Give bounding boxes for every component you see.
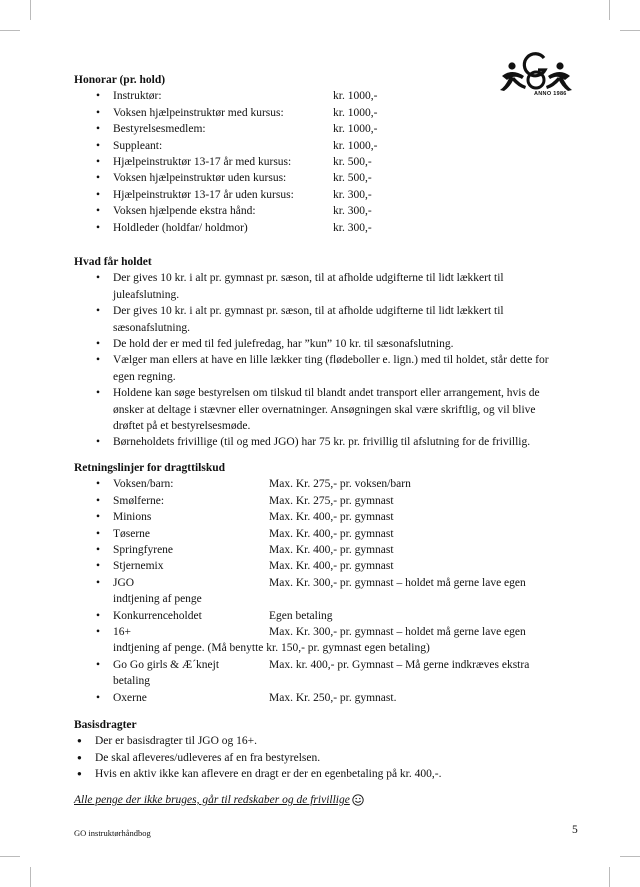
list-item: ● Hvis en aktiv ikke kan aflevere en dragt er der en egenbetaling på kr. 400,-.: [74, 766, 574, 782]
basisdragter-section: [74, 717, 574, 783]
list-item: ● Der er basisdragter til JGO og 16+.: [74, 733, 574, 749]
closing-note: [74, 794, 364, 806]
list-item: • Go Go girls & Æ´knejt Max. kr. 400,- pr. Gymnast – Må gerne indkræves ekstra betaling: [74, 657, 554, 690]
list-item: • Voksen/barn: Max. Kr. 275,- pr. voksen/barn: [74, 476, 554, 492]
basisdragter-heading: Basisdragter: [74, 719, 137, 731]
list-item: • De hold der er med til fed julefredag, har ”kun” 10 kr. til sæsonafslutning.: [74, 336, 564, 352]
crop-mark: [30, 0, 31, 20]
holdet-heading: Hvad får holdet: [74, 256, 152, 268]
list-item: • Voksen hjælpeinstruktør med kursus: kr. 1000,-: [74, 105, 574, 121]
list-item: • 16+ Max. Kr. 300,- pr. gymnast – holdet må gerne lave egen indtjening af penge. (Må benytte kr. 150,- pr. gymnast egen betaling): [74, 624, 554, 657]
list-item: • Der gives 10 kr. i alt pr. gymnast pr. sæson, til at afholde udgifterne til lidt lækkert til sæsonafslutning.: [74, 303, 564, 336]
list-item: • Tøserne Max. Kr. 400,- pr. gymnast: [74, 526, 554, 542]
list-item: • Holdleder (holdfar/ holdmor) kr. 300,-: [74, 220, 574, 236]
retningslinjer-list: [74, 476, 554, 706]
list-item: • Suppleant: kr. 1000,-: [74, 138, 574, 154]
list-item: • Vælger man ellers at have en lille lækker ting (flødeboller e. lign.) med til holdet, står dette for egen regning.: [74, 352, 564, 385]
crop-mark: [0, 856, 20, 857]
list-item: • Bestyrelsesmedlem: kr. 1000,-: [74, 121, 574, 137]
crop-mark: [609, 0, 610, 20]
list-item: • JGO Max. Kr. 300,- pr. gymnast – holdet må gerne lave egen indtjening af penge: [74, 575, 554, 608]
list-item: • Børneholdets frivillige (til og med JGO) har 75 kr. pr. frivillig til afslutning for de frivillig.: [74, 434, 564, 450]
crop-mark: [620, 30, 640, 31]
list-item: ● De skal afleveres/udleveres af en fra bestyrelsen.: [74, 750, 574, 766]
list-item: • Oxerne Max. Kr. 250,- pr. gymnast.: [74, 690, 554, 706]
retningslinjer-section: [74, 460, 554, 706]
holdet-section: [74, 254, 564, 451]
list-item: • Hjælpeinstruktør 13-17 år med kursus: kr. 500,-: [74, 154, 574, 170]
holdet-list: [74, 270, 564, 450]
smiley-icon: [352, 794, 364, 806]
crop-mark: [0, 30, 20, 31]
list-item: • Instruktør: kr. 1000,-: [74, 88, 574, 104]
list-item: • Stjernemix Max. Kr. 400,- pr. gymnast: [74, 558, 554, 574]
crop-mark: [30, 867, 31, 887]
crop-mark: [609, 867, 610, 887]
page-number: 5: [572, 824, 578, 836]
list-item: • Der gives 10 kr. i alt pr. gymnast pr. sæson, til at afholde udgifterne til lidt lækkert til juleafslutning.: [74, 270, 564, 303]
list-item: • Voksen hjælpende ekstra hånd: kr. 300,-: [74, 203, 574, 219]
list-item: • Hjælpeinstruktør 13-17 år uden kursus: kr. 300,-: [74, 187, 574, 203]
basisdragter-list: [74, 733, 574, 782]
footer-title: GO instruktørhåndbog: [74, 828, 151, 838]
list-item: • Voksen hjælpeinstruktør uden kursus: kr. 500,-: [74, 170, 574, 186]
list-item: • Springfyrene Max. Kr. 400,- pr. gymnast: [74, 542, 554, 558]
crop-mark: [620, 856, 640, 857]
logo-year-text: ANNO 1986: [534, 91, 567, 97]
list-item: • Minions Max. Kr. 400,- pr. gymnast: [74, 509, 554, 525]
honorar-heading: Honorar (pr. hold): [74, 74, 166, 86]
retningslinjer-heading: Retningslinjer for dragttilskud: [74, 462, 226, 474]
list-item: • Holdene kan søge bestyrelsen om tilskud til blandt andet transport eller arrangement, hvis de ønsker at deltage i stævner eller overnatninger. Ansøgningen skal være skriftlig, og vil blive drøftet på et bestyrelsesmøde.: [74, 385, 564, 434]
honorar-list: [74, 88, 574, 236]
closing-text: Alle penge der ikke bruges, går til redskaber og de frivillige: [74, 794, 350, 806]
list-item: • Konkurrenceholdet Egen betaling: [74, 608, 554, 624]
list-item: • Smølferne: Max. Kr. 275,- pr. gymnast: [74, 493, 554, 509]
honorar-section: [74, 72, 574, 236]
